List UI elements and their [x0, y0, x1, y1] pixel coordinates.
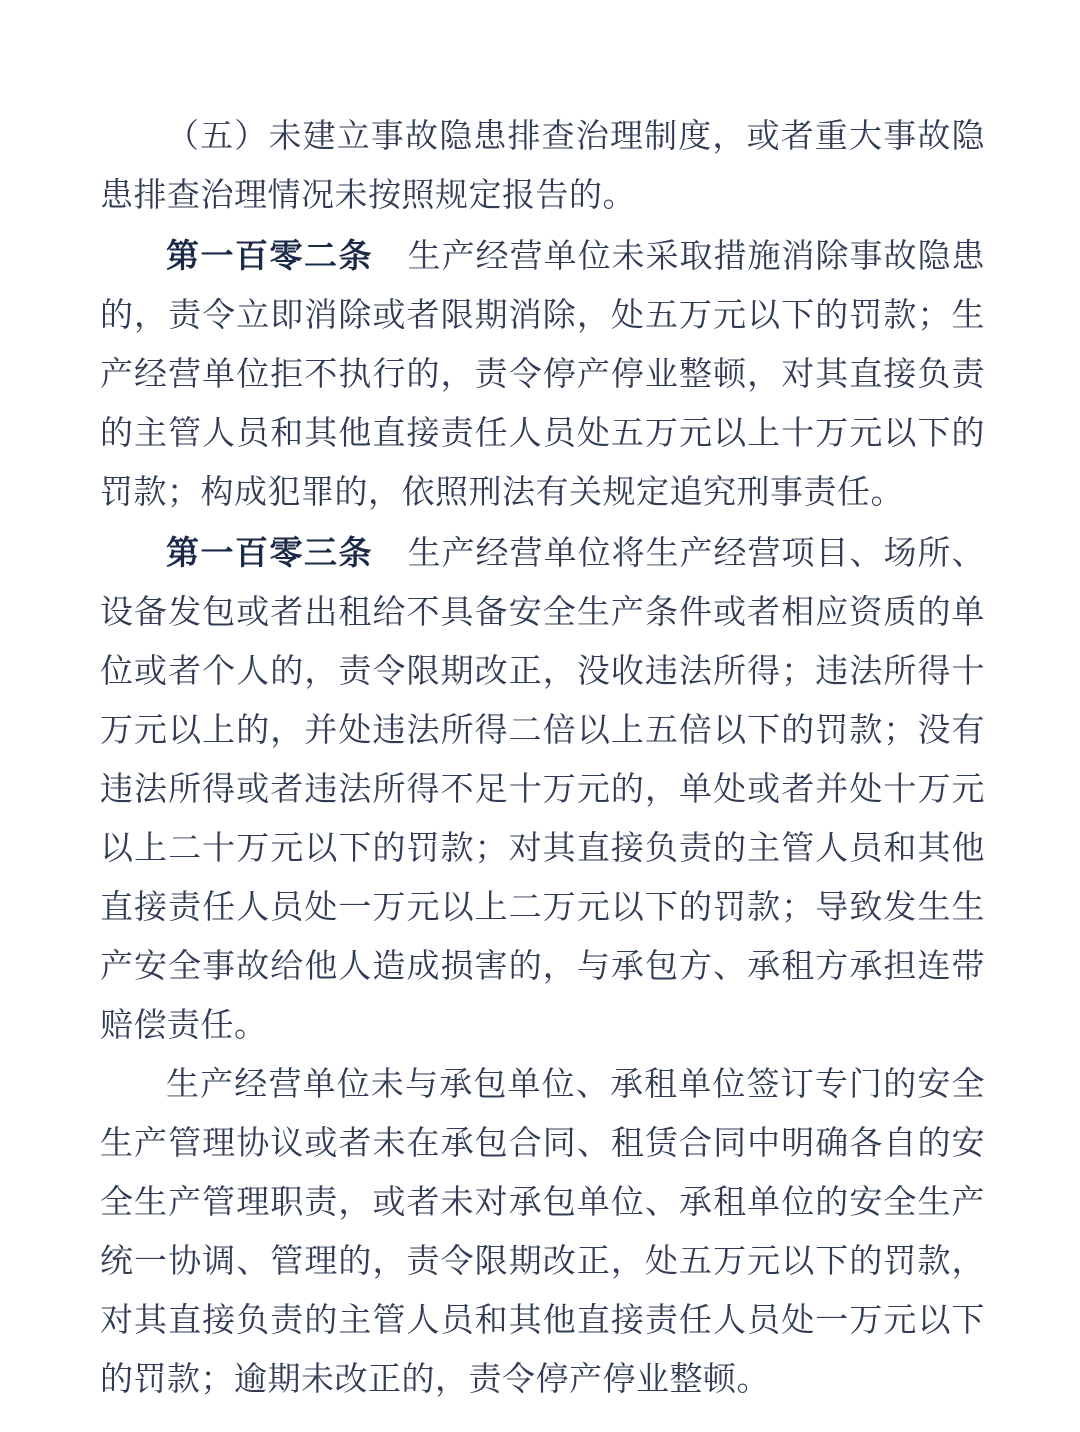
paragraph-text: 生产经营单位未与承包单位、承租单位签订专门的安全生产管理协议或者未在承包合同、租赁合同中明确各自的安全生产管理职责，或者未对承包单位、承租单位的安全生产统一协调、管理的，责令限期改正，处五万元以下的罚款，对其直接负责的主管人员和其他直接责任人员处一万元以下的罚款；逾期未改正的，责令停产停业整顿。 [100, 1067, 985, 1398]
legal-text-body [100, 108, 985, 1410]
article-103-second-paragraph [100, 1056, 985, 1410]
article-number: 第一百零二条 [166, 237, 373, 274]
article-103-paragraph [100, 523, 985, 1056]
clause-item-5-paragraph [100, 108, 985, 226]
paragraph-text: 生产经营单位将生产经营项目、场所、设备发包或者出租给不具备安全生产条件或者相应资质的单位或者个人的，责令限期改正，没收违法所得；违法所得十万元以上的，并处违法所得二倍以上五倍以下的罚款；没有违法所得或者违法所得不足十万元的，单处或者并处十万元以上二十万元以下的罚款；对其直接负责的主管人员和其他直接责任人员处一万元以上二万元以下的罚款；导致发生生产安全事故给他人造成损害的，与承包方、承租方承担连带赔偿责任。 [100, 536, 986, 1044]
article-102-paragraph [100, 226, 985, 523]
paragraph-text: （五）未建立事故隐患排查治理制度，或者重大事故隐患排查治理情况未按照规定报告的。 [100, 119, 985, 214]
article-number: 第一百零三条 [166, 534, 373, 571]
paragraph-text: 生产经营单位未采取措施消除事故隐患的，责令立即消除或者限期消除，处五万元以下的罚款；生产经营单位拒不执行的，责令停产停业整顿，对其直接负责的主管人员和其他直接责任人员处五万元以上十万元以下的罚款；构成犯罪的，依照刑法有关规定追究刑事责任。 [100, 239, 986, 511]
